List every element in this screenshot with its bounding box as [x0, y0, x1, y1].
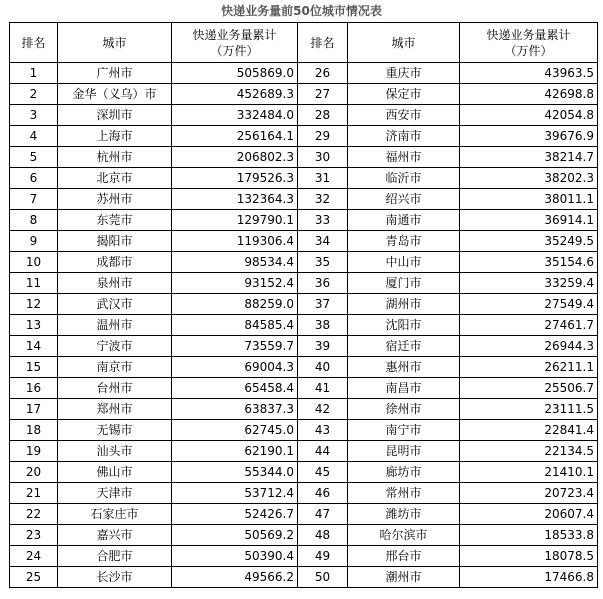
city-cell: 温州市 [58, 315, 172, 336]
table-row [10, 210, 598, 231]
rank-cell: 22 [10, 504, 58, 525]
city-cell: 台州市 [58, 378, 172, 399]
value-cell: 62745.0 [172, 420, 298, 441]
rank-cell: 19 [10, 441, 58, 462]
rank-cell: 5 [10, 147, 58, 168]
value-cell: 69004.3 [172, 357, 298, 378]
value-cell: 73559.7 [172, 336, 298, 357]
value-cell-right: 38214.7 [460, 147, 598, 168]
rank-cell: 20 [10, 462, 58, 483]
value-cell-right: 27549.4 [460, 294, 598, 315]
value-cell-right: 20723.4 [460, 483, 598, 504]
rank-cell: 16 [10, 378, 58, 399]
city-cell-right: 宿迁市 [348, 336, 460, 357]
table-row [10, 294, 598, 315]
rank-cell-right: 39 [298, 336, 348, 357]
table-row [10, 567, 598, 588]
rank-cell: 12 [10, 294, 58, 315]
city-cell-right: 潮州市 [348, 567, 460, 588]
rank-cell-right: 36 [298, 273, 348, 294]
rank-cell-right: 27 [298, 84, 348, 105]
rank-cell: 21 [10, 483, 58, 504]
rank-cell: 14 [10, 336, 58, 357]
table-body [10, 63, 598, 588]
value-cell-right: 21410.1 [460, 462, 598, 483]
value-cell: 62190.1 [172, 441, 298, 462]
city-cell: 合肥市 [58, 546, 172, 567]
city-cell-right: 福州市 [348, 147, 460, 168]
rank-cell: 2 [10, 84, 58, 105]
table-row [10, 168, 598, 189]
value-cell: 132364.3 [172, 189, 298, 210]
header-rank: 排名 [10, 23, 58, 63]
city-cell: 佛山市 [58, 462, 172, 483]
value-cell: 98534.4 [172, 252, 298, 273]
city-cell-right: 中山市 [348, 252, 460, 273]
table-row [10, 546, 598, 567]
city-cell-right: 重庆市 [348, 63, 460, 84]
value-cell-right: 39676.9 [460, 126, 598, 147]
city-ranking-table [9, 22, 598, 588]
city-cell-right: 南宁市 [348, 420, 460, 441]
city-cell: 石家庄市 [58, 504, 172, 525]
value-cell-right: 38011.1 [460, 189, 598, 210]
value-cell-right: 18078.5 [460, 546, 598, 567]
city-cell: 深圳市 [58, 105, 172, 126]
rank-cell-right: 32 [298, 189, 348, 210]
header-value-right-line1: 快递业务量累计 [486, 27, 571, 42]
city-cell: 揭阳市 [58, 231, 172, 252]
city-cell-right: 潍坊市 [348, 504, 460, 525]
table-title: 快递业务量前50位城市情况表 [221, 4, 382, 18]
value-cell: 84585.4 [172, 315, 298, 336]
value-cell: 50569.2 [172, 525, 298, 546]
city-cell: 嘉兴市 [58, 525, 172, 546]
header-value-line1: 快递业务量累计 [192, 27, 277, 42]
value-cell-right: 43963.5 [460, 63, 598, 84]
rank-cell: 6 [10, 168, 58, 189]
value-cell: 129790.1 [172, 210, 298, 231]
value-cell: 49566.2 [172, 567, 298, 588]
value-cell-right: 35154.6 [460, 252, 598, 273]
city-cell: 汕头市 [58, 441, 172, 462]
header-value-right [460, 23, 598, 63]
header-city: 城市 [58, 23, 172, 63]
rank-cell: 18 [10, 420, 58, 441]
city-cell: 泉州市 [58, 273, 172, 294]
table-row [10, 63, 598, 84]
city-cell-right: 绍兴市 [348, 189, 460, 210]
city-cell-right: 湖州市 [348, 294, 460, 315]
rank-cell: 13 [10, 315, 58, 336]
rank-cell: 23 [10, 525, 58, 546]
rank-cell-right: 49 [298, 546, 348, 567]
table-row [10, 84, 598, 105]
rank-cell-right: 41 [298, 378, 348, 399]
table-row [10, 525, 598, 546]
value-cell: 256164.1 [172, 126, 298, 147]
table-row [10, 420, 598, 441]
rank-cell: 17 [10, 399, 58, 420]
rank-cell: 7 [10, 189, 58, 210]
value-cell: 93152.4 [172, 273, 298, 294]
table-row [10, 483, 598, 504]
value-cell: 119306.4 [172, 231, 298, 252]
rank-cell-right: 34 [298, 231, 348, 252]
value-cell-right: 38202.3 [460, 168, 598, 189]
value-cell: 50390.4 [172, 546, 298, 567]
value-cell-right: 23111.5 [460, 399, 598, 420]
value-cell-right: 22134.5 [460, 441, 598, 462]
rank-cell-right: 48 [298, 525, 348, 546]
value-cell: 65458.4 [172, 378, 298, 399]
rank-cell-right: 40 [298, 357, 348, 378]
value-cell-right: 42054.8 [460, 105, 598, 126]
city-cell-right: 南通市 [348, 210, 460, 231]
table-row [10, 336, 598, 357]
rank-cell-right: 26 [298, 63, 348, 84]
city-cell-right: 沈阳市 [348, 315, 460, 336]
value-cell-right: 36914.1 [460, 210, 598, 231]
rank-cell: 1 [10, 63, 58, 84]
table-row [10, 399, 598, 420]
city-cell-right: 哈尔滨市 [348, 525, 460, 546]
value-cell-right: 22841.4 [460, 420, 598, 441]
value-cell: 332484.0 [172, 105, 298, 126]
city-cell: 成都市 [58, 252, 172, 273]
header-city-right: 城市 [348, 23, 460, 63]
table-row [10, 231, 598, 252]
value-cell: 53712.4 [172, 483, 298, 504]
city-cell: 金华（义乌）市 [58, 84, 172, 105]
rank-cell: 11 [10, 273, 58, 294]
table-row [10, 462, 598, 483]
value-cell-right: 20607.4 [460, 504, 598, 525]
city-cell: 东莞市 [58, 210, 172, 231]
table-row [10, 126, 598, 147]
table-row [10, 252, 598, 273]
rank-cell-right: 31 [298, 168, 348, 189]
city-cell-right: 邢台市 [348, 546, 460, 567]
rank-cell: 15 [10, 357, 58, 378]
rank-cell-right: 29 [298, 126, 348, 147]
rank-cell-right: 47 [298, 504, 348, 525]
city-cell: 广州市 [58, 63, 172, 84]
city-cell: 天津市 [58, 483, 172, 504]
table-row [10, 357, 598, 378]
city-cell: 北京市 [58, 168, 172, 189]
city-cell-right: 南昌市 [348, 378, 460, 399]
city-cell: 郑州市 [58, 399, 172, 420]
value-cell: 88259.0 [172, 294, 298, 315]
city-cell-right: 临沂市 [348, 168, 460, 189]
value-cell-right: 18533.8 [460, 525, 598, 546]
rank-cell: 25 [10, 567, 58, 588]
value-cell-right: 26944.3 [460, 336, 598, 357]
rank-cell: 8 [10, 210, 58, 231]
value-cell: 206802.3 [172, 147, 298, 168]
value-cell: 55344.0 [172, 462, 298, 483]
rank-cell-right: 37 [298, 294, 348, 315]
city-cell: 无锡市 [58, 420, 172, 441]
value-cell-right: 42698.8 [460, 84, 598, 105]
city-cell-right: 徐州市 [348, 399, 460, 420]
table-row [10, 273, 598, 294]
rank-cell-right: 28 [298, 105, 348, 126]
value-cell-right: 26211.1 [460, 357, 598, 378]
value-cell-right: 25506.7 [460, 378, 598, 399]
city-cell-right: 保定市 [348, 84, 460, 105]
rank-cell: 4 [10, 126, 58, 147]
table-row [10, 504, 598, 525]
city-cell-right: 廊坊市 [348, 462, 460, 483]
city-cell-right: 济南市 [348, 126, 460, 147]
city-cell-right: 厦门市 [348, 273, 460, 294]
rank-cell-right: 43 [298, 420, 348, 441]
rank-cell-right: 30 [298, 147, 348, 168]
table-row [10, 378, 598, 399]
city-cell: 南京市 [58, 357, 172, 378]
rank-cell-right: 42 [298, 399, 348, 420]
value-cell-right: 35249.5 [460, 231, 598, 252]
header-value-right-unit: （万件） [504, 43, 553, 58]
city-cell-right: 青岛市 [348, 231, 460, 252]
rank-cell-right: 35 [298, 252, 348, 273]
city-cell: 上海市 [58, 126, 172, 147]
rank-cell-right: 50 [298, 567, 348, 588]
rank-cell-right: 33 [298, 210, 348, 231]
table-header-row [10, 23, 598, 63]
value-cell: 452689.3 [172, 84, 298, 105]
value-cell: 52426.7 [172, 504, 298, 525]
city-cell-right: 昆明市 [348, 441, 460, 462]
rank-cell-right: 45 [298, 462, 348, 483]
header-rank-right: 排名 [298, 23, 348, 63]
table-row [10, 441, 598, 462]
table-row [10, 147, 598, 168]
value-cell: 505869.0 [172, 63, 298, 84]
rank-cell: 24 [10, 546, 58, 567]
value-cell-right: 33259.4 [460, 273, 598, 294]
header-value-unit: （万件） [210, 43, 259, 58]
value-cell-right: 27461.7 [460, 315, 598, 336]
city-cell-right: 西安市 [348, 105, 460, 126]
value-cell: 179526.3 [172, 168, 298, 189]
city-cell-right: 惠州市 [348, 357, 460, 378]
table-row [10, 315, 598, 336]
table-row [10, 105, 598, 126]
city-cell: 武汉市 [58, 294, 172, 315]
rank-cell-right: 38 [298, 315, 348, 336]
value-cell-right: 17466.8 [460, 567, 598, 588]
value-cell: 63837.3 [172, 399, 298, 420]
city-cell: 杭州市 [58, 147, 172, 168]
rank-cell-right: 46 [298, 483, 348, 504]
city-cell: 宁波市 [58, 336, 172, 357]
rank-cell: 3 [10, 105, 58, 126]
table-row [10, 189, 598, 210]
rank-cell: 10 [10, 252, 58, 273]
city-cell: 苏州市 [58, 189, 172, 210]
header-value [172, 23, 298, 63]
city-cell-right: 常州市 [348, 483, 460, 504]
rank-cell-right: 44 [298, 441, 348, 462]
city-cell: 长沙市 [58, 567, 172, 588]
rank-cell: 9 [10, 231, 58, 252]
